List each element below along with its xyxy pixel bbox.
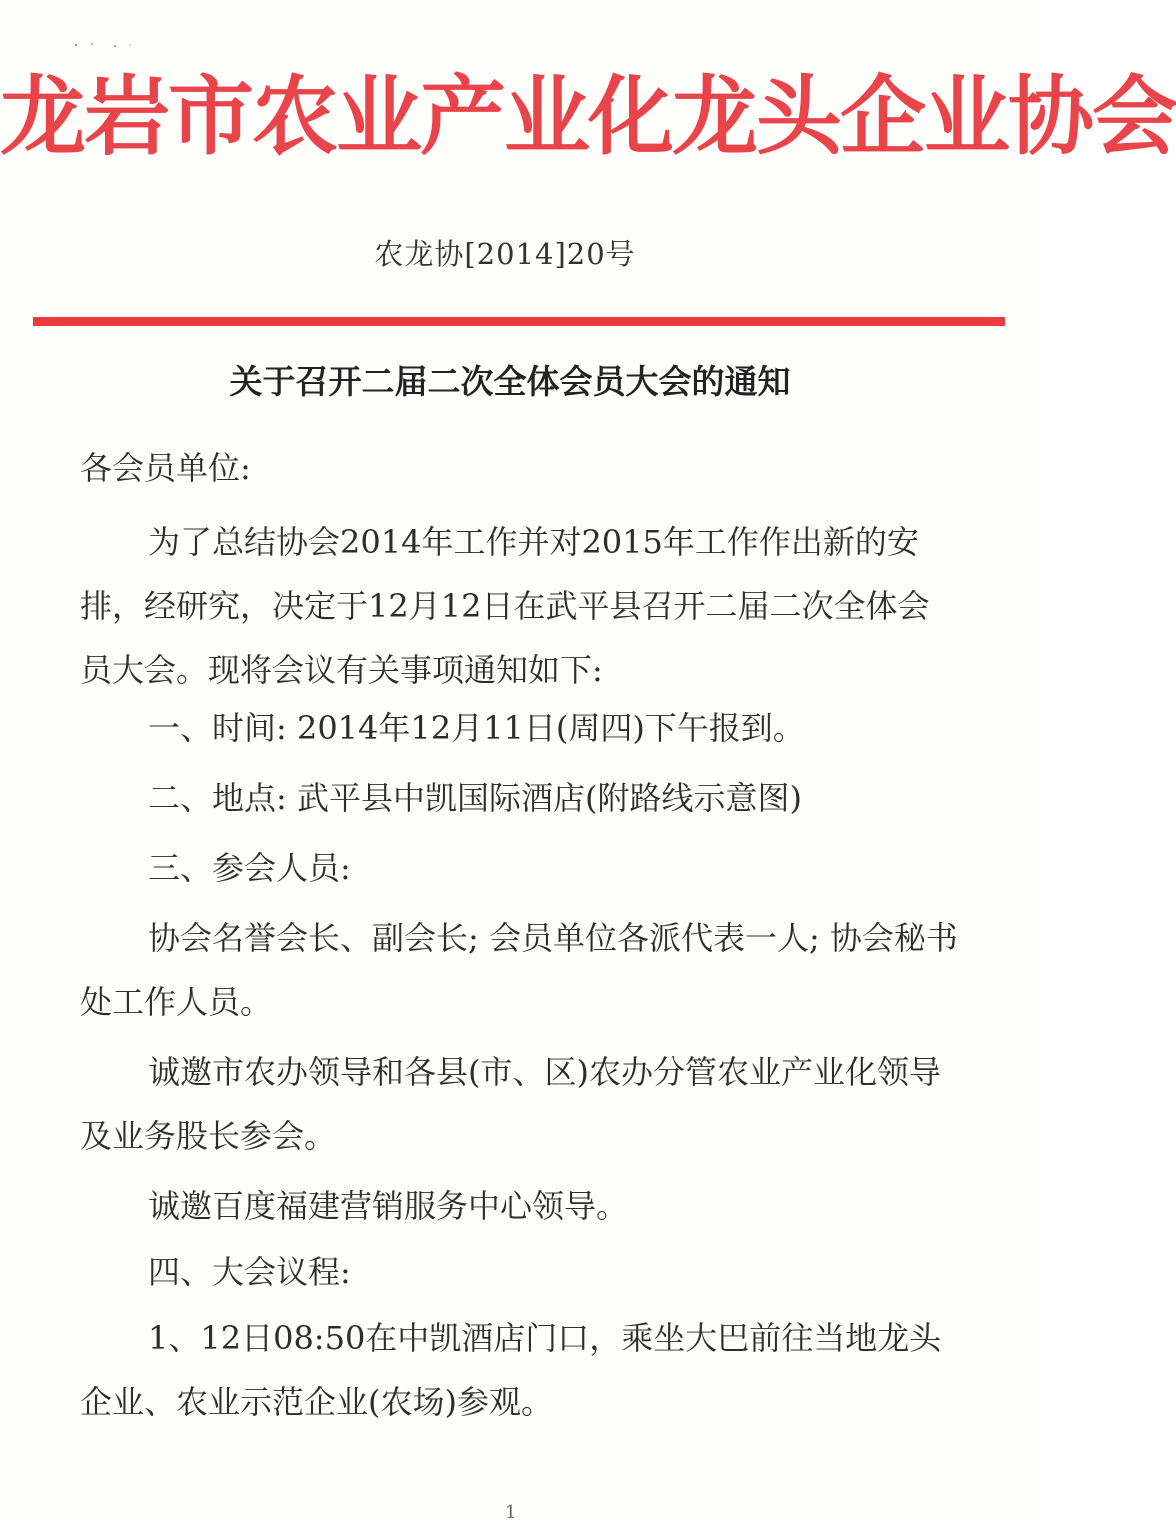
- scan-specks: [70, 40, 150, 50]
- paragraph-purpose: 为了总结协会2014年工作并对2015年工作作出新的安排，经研究，决定于12月12日在武平县召开二届二次全体会员大会。现将会议有关事项通知如下:: [80, 523, 930, 689]
- paragraph-attendees-officials: 诚邀市农办领导和各县(市、区)农办分管农业产业化领导及业务股长参会。: [80, 1053, 941, 1155]
- page-number: 1: [505, 1502, 517, 1523]
- paragraph-attendees-baidu: 诚邀百度福建营销服务中心领导。: [148, 1187, 629, 1225]
- salutation: 各会员单位:: [80, 449, 251, 487]
- red-divider-line: [33, 317, 1005, 326]
- paragraph-agenda-item-1: 1、12日08:50在中凯酒店门口，乘坐大巴前往当地龙头企业、农业示范企业(农场)参观。: [80, 1319, 942, 1421]
- paragraph-location: 二、地点: 武平县中凯国际酒店(附路线示意图): [148, 779, 802, 817]
- notice-title: 关于召开二届二次全体会员大会的通知: [229, 362, 791, 401]
- paragraph-attendees-heading: 三、参会人员:: [148, 849, 351, 887]
- document-number: 农龙协[2014]20号: [374, 237, 636, 271]
- paragraph-agenda-heading: 四、大会议程:: [148, 1253, 351, 1291]
- organization-title: 龙岩市农业产业化龙头企业协会: [0, 67, 1176, 167]
- paragraph-attendees-members: 协会名誉会长、副会长; 会员单位各派代表一人; 协会秘书处工作人员。: [80, 919, 958, 1021]
- paragraph-time: 一、时间: 2014年12月11日(周四)下午报到。: [148, 709, 805, 747]
